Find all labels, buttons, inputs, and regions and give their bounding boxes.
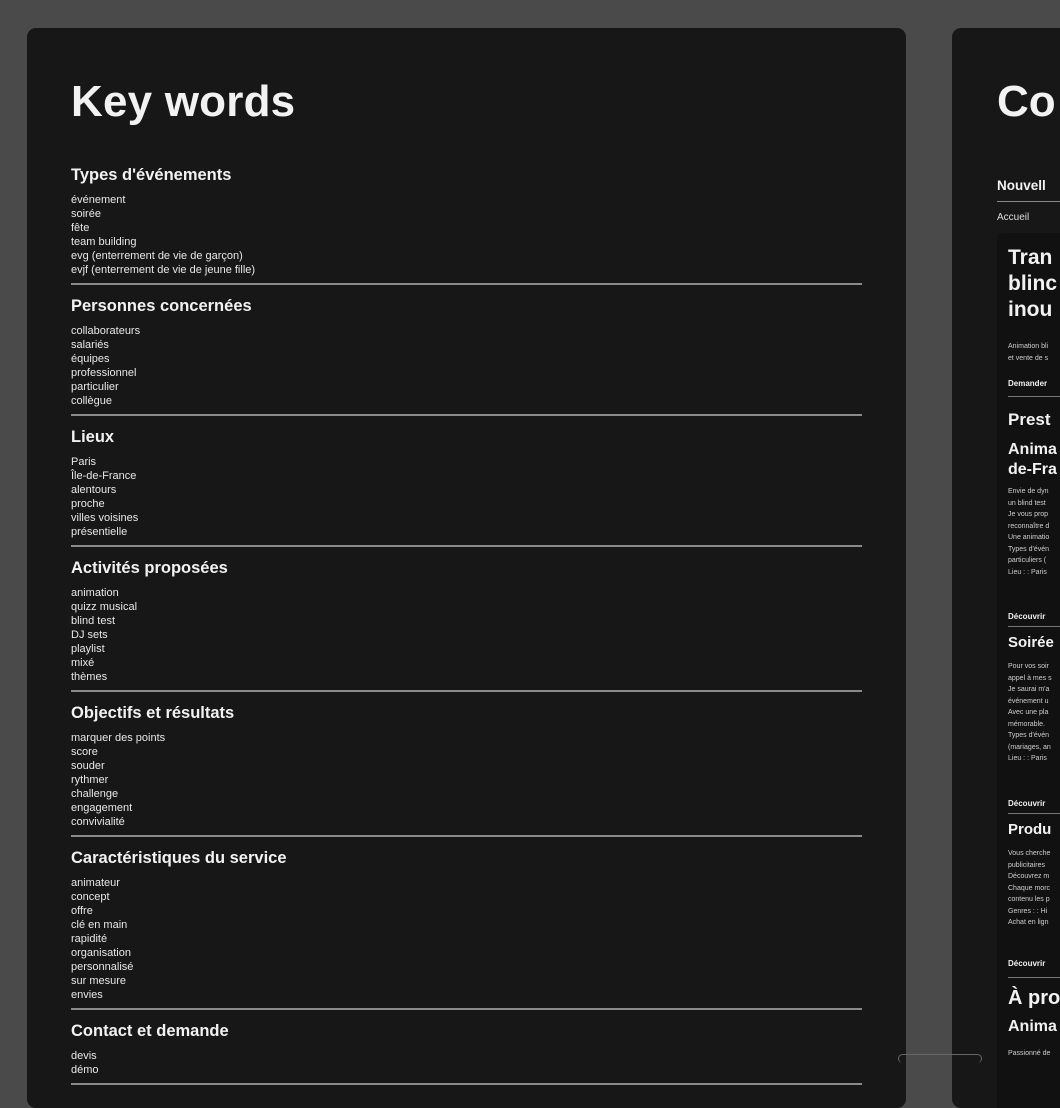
keyword-list — [71, 1049, 862, 1077]
hero-title: Tran blinc inou — [1008, 246, 1058, 321]
keyword-item: événement — [71, 194, 126, 206]
keyword-item: thèmes — [71, 671, 108, 683]
keyword-item: proche — [71, 498, 105, 510]
keyword-item: mixé — [71, 657, 95, 669]
keyword-item: rythmer — [71, 774, 109, 786]
keyword-section — [71, 1020, 862, 1085]
keywords-title: Key words — [71, 77, 296, 126]
keyword-item: convivialité — [71, 816, 125, 828]
keyword-item: evjf (enterrement de vie de jeune fille) — [71, 264, 256, 276]
keyword-list — [71, 586, 862, 684]
keyword-item: collègue — [71, 395, 112, 407]
keyword-list — [71, 455, 862, 539]
keyword-item: sur mesure — [71, 975, 127, 987]
keyword-item: présentielle — [71, 526, 128, 538]
hero-cta-button[interactable]: Demander — [1008, 379, 1048, 388]
keyword-item: animation — [71, 587, 119, 599]
divider — [1008, 626, 1060, 627]
services-heading: Prest — [1008, 410, 1051, 429]
preview-card — [997, 233, 1060, 1108]
preview-nav-link[interactable]: Nouvell — [997, 178, 1046, 193]
keyword-list — [71, 324, 862, 408]
keyword-item: animateur — [71, 877, 120, 889]
service-3-text: Vous cherche publicitaires Découvrez m Chaque morc contenu les p Genres : : Hi Achat en lign — [1008, 850, 1051, 926]
keyword-item: score — [71, 746, 98, 758]
keyword-item: offre — [71, 905, 93, 917]
keyword-section — [71, 557, 862, 692]
keyword-item: personnalisé — [71, 961, 134, 973]
keyword-item: envies — [71, 989, 103, 1001]
keyword-item: alentours — [71, 484, 117, 496]
service-2-title: Soirée — [1008, 634, 1054, 651]
keyword-item: professionnel — [71, 367, 137, 379]
keyword-item: clé en main — [71, 919, 128, 931]
keywords-sections — [71, 164, 862, 1085]
keyword-section — [71, 847, 862, 1010]
service-3-link[interactable]: Découvrir — [1008, 959, 1046, 968]
keyword-item: devis — [71, 1050, 97, 1062]
keyword-item: particulier — [71, 381, 119, 393]
keyword-item: soirée — [71, 208, 101, 220]
keyword-section-heading: Contact et demande — [71, 1022, 229, 1040]
service-1-text: Envie de dyn un blind test Je vous prop reconnaître d Une animatio Types d'évén particuliers ( Lieu : : Paris — [1008, 488, 1050, 576]
keyword-item: engagement — [71, 802, 133, 814]
divider — [1008, 396, 1060, 397]
keywords-panel — [27, 28, 906, 1108]
keyword-item: marquer des points — [71, 732, 166, 744]
service-1-link[interactable]: Découvrir — [1008, 612, 1046, 621]
keyword-item: équipes — [71, 353, 110, 365]
keyword-item: collaborateurs — [71, 325, 141, 337]
keyword-item: challenge — [71, 788, 119, 800]
keyword-item: blind test — [71, 615, 116, 627]
keyword-item: DJ sets — [71, 629, 108, 641]
keyword-item: team building — [71, 236, 137, 248]
content-preview-panel[interactable] — [952, 28, 1060, 1108]
keyword-section — [71, 702, 862, 837]
keyword-item: rapidité — [71, 933, 108, 945]
keyword-item: salariés — [71, 339, 109, 351]
keyword-section-heading: Objectifs et résultats — [71, 704, 235, 722]
keyword-section-heading: Caractéristiques du service — [71, 849, 287, 867]
keyword-section — [71, 164, 862, 285]
keyword-item: Paris — [71, 456, 97, 468]
keyword-item: démo — [71, 1064, 99, 1076]
keyword-item: organisation — [71, 947, 131, 959]
keyword-item: playlist — [71, 643, 105, 655]
keyword-item: Île-de-France — [71, 470, 137, 482]
nav-divider — [997, 201, 1060, 202]
service-2-link[interactable]: Découvrir — [1008, 799, 1046, 808]
hero-description: Animation bli et vente de s — [1008, 343, 1049, 362]
keyword-item: concept — [71, 891, 110, 903]
keywords-content — [71, 28, 862, 1095]
keyword-section-heading: Activités proposées — [71, 559, 228, 577]
about-title: Anima — [1008, 1018, 1057, 1035]
keyword-section — [71, 426, 862, 547]
keyword-section — [71, 295, 862, 416]
keyword-item: fête — [71, 222, 90, 234]
scroll-handle[interactable] — [898, 1054, 982, 1063]
about-heading: À pro — [1008, 987, 1060, 1009]
preview-title: Co — [997, 77, 1056, 126]
service-1-title: Anima de-Fra — [1008, 441, 1057, 478]
divider — [1008, 977, 1060, 978]
keyword-section-heading: Types d'événements — [71, 166, 232, 184]
keyword-list — [71, 731, 862, 829]
about-text: Passionné de — [1008, 1050, 1051, 1057]
service-2-text: Pour vos soir appel à mes s Je saurai m'a événement u Avec une pla mémorable. Types d'évén (mariages, an Lieu : : Paris — [1008, 663, 1052, 762]
keyword-item: evg (enterrement de vie de garçon) — [71, 250, 243, 262]
keyword-section-heading: Lieux — [71, 428, 115, 446]
service-3-title: Produ — [1008, 821, 1052, 838]
keyword-list — [71, 193, 862, 277]
keyword-item: villes voisines — [71, 512, 139, 524]
breadcrumb[interactable]: Accueil — [997, 212, 1030, 223]
keyword-list — [71, 876, 862, 1002]
keyword-section-heading: Personnes concernées — [71, 297, 252, 315]
keyword-item: souder — [71, 760, 105, 772]
keyword-item: quizz musical — [71, 601, 138, 613]
divider — [1008, 813, 1060, 814]
